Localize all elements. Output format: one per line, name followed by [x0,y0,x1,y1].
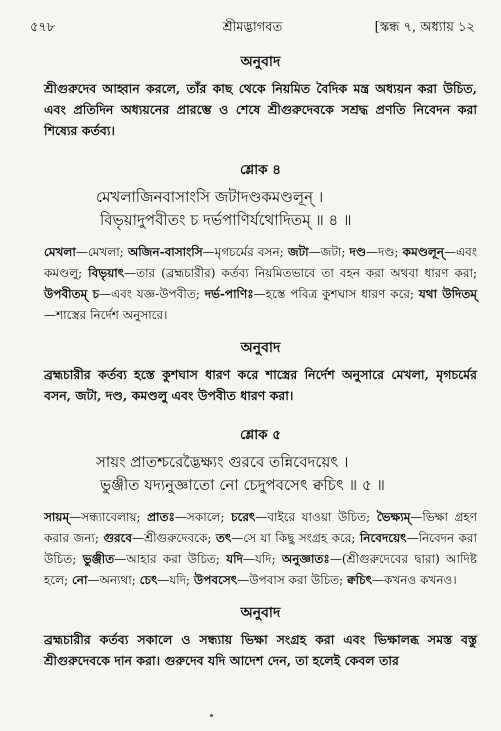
wfw-term: প্রাতঃ [147,510,175,524]
wfw-term: উপবীতম্ চ [44,287,99,301]
wfw-term: উপবসেৎ [193,573,238,587]
wfw-term: কমণ্ডলূন্ [402,245,445,259]
verse-4-translation: ব্রহ্মচারীর কর্তব্য হস্তে কুশঘাস ধারণ করে শাস্ত্রের নির্দেশ অনুসারে মেখলা, মৃগচর্মের বসন, জটা, দণ্ড, কমণ্ডলু এবং উপবীত ধারণ করা। [44,367,477,403]
translation-text: শ্রীগুরুদেব আহ্বান করলে, তাঁর কাছ থেকে নিয়মিত বৈদিক মন্ত্র অধ্যয়ন করা উচিত, এবং প্রতিদিন অধ্যয়নের প্রারম্ভে ও শেষে শ্রীগুরুদেবকে সশ্রদ্ধ প্রণতি নিবেদন করা শিষ্যের কর্তব্য। [44,81,477,138]
wfw-term: ক্বচিৎ [347,573,372,587]
verse-5-line-1: সায়ং প্রাতশ্চরেদ্ভৈক্ষ্যং গুরবে তন্নিবেদয়েৎ । [96,453,349,471]
wfw-term: বিভৃয়াৎ [88,266,125,280]
wfw-term: নিবেদয়েৎ [359,531,407,545]
wfw-term: দর্ভ-পাণিঃ [204,287,254,301]
translation-heading: অনুবাদ [240,54,281,70]
wfw-term: গুরবে [103,531,133,545]
wfw-term: ভৈক্ষ্যম্ [376,510,411,524]
verse-5-word-meanings [44,507,477,591]
verse-4-translation-heading: অনুবাদ [240,340,281,356]
page-number: ৫৭৮ [30,20,56,35]
wfw-meaning: —এবং যজ্ঞ-উপবীত; [98,287,205,301]
wfw-term: দণ্ড [349,245,367,259]
verse-5-title: শ্লোক ৫ [239,427,282,443]
verse-4-title: শ্লোক ৪ [239,162,282,178]
wfw-term: সায়ম্ [44,510,70,524]
book-title: শ্রীমদ্ভাগবত [222,20,283,35]
wfw-term: অজিন-বাসাংসি [127,245,203,259]
verse-4-line-2: বিভৃয়াদুপবীতং চ দর্ভপাণির্যথোদিতম্ ॥ ৪ ॥ [100,211,352,229]
wfw-term: নো [71,573,88,587]
verse-4-word-meanings [44,242,477,326]
wfw-term: যথা উদিতম্ [418,287,478,301]
wfw-meaning: —আহার করা উচিত; [114,552,227,566]
wfw-meaning: —কখনও কখনও। [371,573,457,587]
wfw-meaning: —যদি; [157,573,194,587]
wfw-term: জটা [287,245,309,259]
wfw-meaning: —সে যা কিছু সংগ্রহ করে; [231,531,360,545]
wfw-meaning: —দণ্ড; [366,245,403,259]
print-dot [210,714,213,717]
verse-4-line-1: মেখলাজিনবাসাংসি জটাদণ্ডকমণ্ডলূন্ । [96,188,324,206]
page-content [44,50,477,671]
wfw-meaning: —উপবাস করা উচিত; [237,573,348,587]
wfw-meaning: —হস্তে পবিত্র কুশঘাস ধারণ করে; [253,287,419,301]
wfw-meaning: —ভিক্ষা গ্রহণ করার জন্য; [44,510,477,545]
wfw-meaning: —মেখলা; [75,245,128,259]
wfw-meaning: —শাস্ত্রের নির্দেশ অনুসারে। [44,308,168,322]
wfw-term: যদি [226,552,243,566]
wfw-meaning: —সন্ধ্যাবেলায়; [69,510,148,524]
wfw-meaning: —সকালে; [174,510,232,524]
wfw-meaning: —যদি; [242,552,282,566]
wfw-term: চরেৎ [231,510,256,524]
wfw-meaning: —বাইরে যাওয়া উচিত; [255,510,377,524]
wfw-meaning: —জটা; [308,245,350,259]
verse-5-line-2: ভুঞ্জীত যদ্যনুজ্ঞাতো নো চেদুপবসেৎ ক্বচিৎ ॥ ৫ ॥ [100,476,385,494]
canto-chapter: [স্কন্ধ ৭, অধ্যায় ১২ [374,20,475,35]
wfw-term: তৎ [215,531,232,545]
wfw-meaning: —(শ্রীগুরুদেবের দ্বারা) আদিষ্ট হলে; [44,552,477,587]
verse-5-translation: ব্রহ্মচারীর কর্তব্য সকালে ও সন্ধ্যায় ভিক্ষা সংগ্রহ করা এবং ভিক্ষালব্ধ সমস্ত বস্তু শ্রীগুরুদেবকে দান করা। গুরুদেব যদি আদেশ দেন, তা হলেই কেবল তার [44,632,477,668]
wfw-meaning: —নিবেদন করা উচিত; [44,531,478,566]
wfw-term: মেখলা [44,245,76,259]
wfw-term: অনুজ্ঞাতঃ [281,552,330,566]
wfw-term: চেৎ [139,573,158,587]
wfw-meaning: —অন্যথা; [87,573,140,587]
page-header [30,18,475,38]
wfw-meaning: —শ্রীগুরুদেবকে; [132,531,216,545]
verse-5-translation-heading: অনুবাদ [240,605,281,621]
wfw-meaning: —এবং কমণ্ডলু; [44,245,477,280]
wfw-term: ভুঞ্জীত [82,552,115,566]
wfw-meaning: —তার (ব্রহ্মচারীর) কর্তব্য নিয়মিতভাবে তা বহন করা অথবা ধারণ করা; [124,266,477,280]
wfw-meaning: —মৃগচর্মের বসন; [202,245,288,259]
